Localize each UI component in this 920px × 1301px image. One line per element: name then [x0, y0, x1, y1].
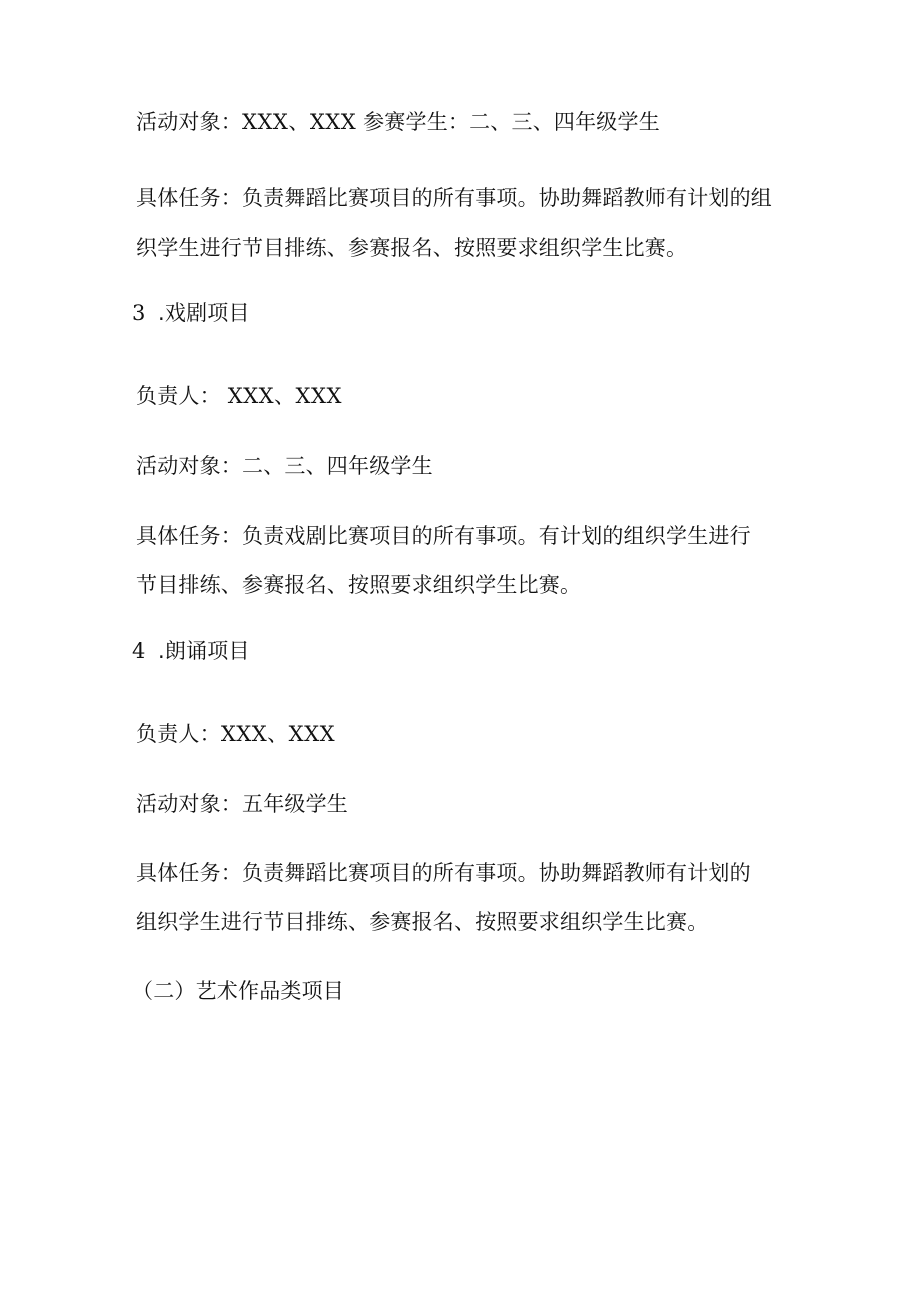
drama-number: 3: [132, 301, 146, 325]
drama-title: .戏剧项目: [158, 301, 250, 325]
recitation-number: 4: [132, 639, 146, 663]
drama-leader-names: XXX、XXX: [227, 384, 342, 408]
drama-task-line-2: 节目排练、参赛报名、按照要求组织学生比赛。: [136, 573, 582, 597]
recitation-leader-label: 负责人：: [136, 722, 221, 746]
drama-heading: [132, 298, 250, 328]
drama-task-line-1: 具体任务：负责戏剧比赛项目的所有事项。有计划的组织学生进行: [136, 524, 751, 548]
dance-participants: 参赛学生：二、三、四年级学生: [363, 110, 660, 134]
dance-target-label: 活动对象：: [136, 110, 242, 134]
recitation-heading: [132, 636, 250, 666]
drama-target-line: 活动对象：二、三、四年级学生: [136, 454, 433, 478]
drama-leader-line: [136, 381, 342, 411]
dance-task-line-1: 具体任务：负责舞蹈比赛项目的所有事项。协助舞蹈教师有计划的组: [136, 186, 772, 210]
recitation-title: .朗诵项目: [158, 639, 250, 663]
drama-leader-label: 负责人：: [136, 384, 221, 408]
dance-task-line-2: 织学生进行节目排练、参赛报名、按照要求组织学生比赛。: [136, 236, 688, 260]
dance-target-line: [136, 107, 660, 137]
art-works-section-heading: （二）艺术作品类项目: [132, 979, 344, 1003]
recitation-task-line-1: 具体任务：负责舞蹈比赛项目的所有事项。协助舞蹈教师有计划的: [136, 861, 751, 885]
recitation-target-line: 活动对象：五年级学生: [136, 792, 348, 816]
recitation-leader-line: [136, 719, 335, 749]
recitation-task-line-2: 组织学生进行节目排练、参赛报名、按照要求组织学生比赛。: [136, 910, 709, 934]
recitation-leader-names: XXX、XXX: [220, 722, 336, 746]
dance-target-names: XXX、XXX: [242, 110, 357, 134]
